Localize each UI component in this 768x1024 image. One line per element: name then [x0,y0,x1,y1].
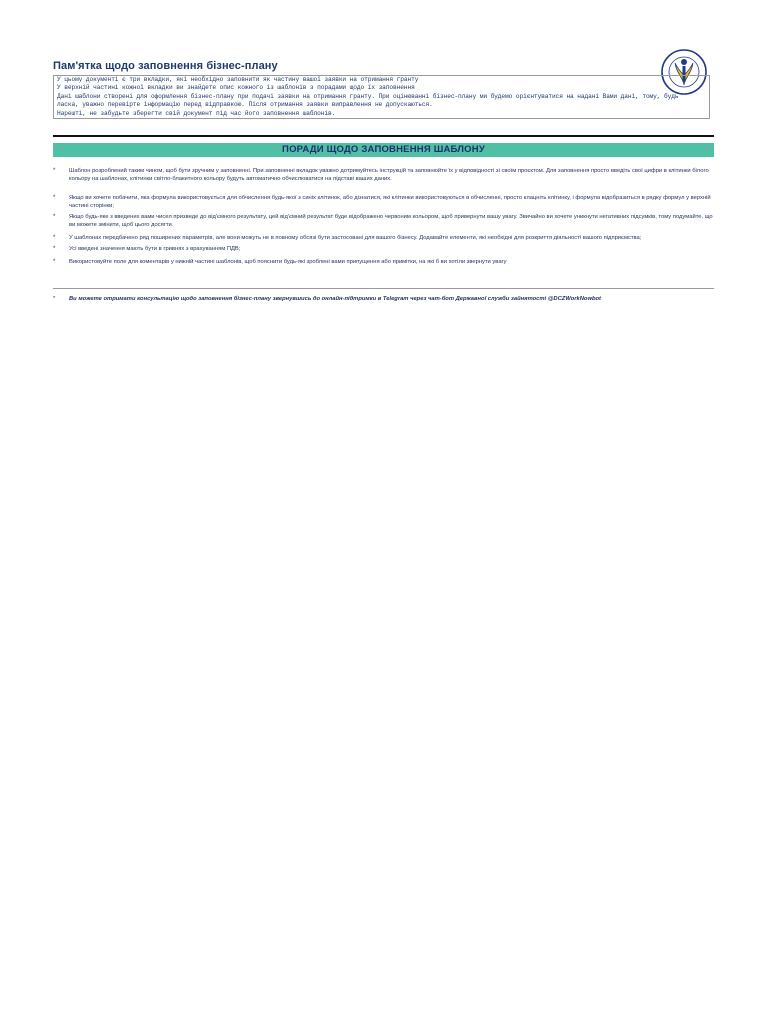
intro-box [53,75,710,119]
telegram-support-note [53,296,714,304]
bullet: * [53,296,56,302]
intro-line: У цьому документі є три вкладки, які необхідно заповнити як частину вашої заявки на отримання гранту [57,76,419,83]
tip-item [53,168,714,183]
tip-item [53,246,714,254]
intro-line: У верхній частині кожної вкладки ви знайдете опис кожного із шаблонів з порадами щодо їх заповнення [57,84,415,92]
intro-line: Нарешті, не забудьте зберегти свій документ під час його заповнення шаблонів. [57,109,336,117]
tip-item [53,195,714,210]
tip-item [53,214,714,229]
tips-banner: ПОРАДИ ЩОДО ЗАПОВНЕННЯ ШАБЛОНУ [53,143,714,157]
tips-list [53,168,714,266]
tips-divider [53,288,714,289]
bullet: * [53,246,56,253]
bullet: * [53,214,56,221]
tip-text: Якщо ви хочете побачити, яка формула використовується для обчислення будь-якої з синіх клітинок, або дізнатися, які клітинки використовуються в обчисленні, просто клацніть клітинку, і формула відобразиться в рядку формул у верхній частині сторінки; [69,195,711,209]
tip-text: Усі введені значення мають бути в гривнях з врахуванням ПДВ; [69,246,241,253]
bullet: * [53,234,56,241]
bullet: * [53,195,56,202]
tip-text: Шаблон розроблений таким чином, щоб бути зручним у заповненні. При заповненні вкладок уважно дотримуйтесь інструкцій та заповнюйте їх у відповідності зі своїм проєктом. Для заповнення просто введіть свої цифри в клітинки білого кольору на шаблонах, клітинки світло-блакитного кольору будуть автоматично обчислюватися на підставі ваших даних. [69,168,709,182]
tip-text: Використовуйте поле для коментарів у нижній частині шаблонів, щоб пояснити будь-які зроблені вами припущення або примітки, на які б ви хотіли звернути увагу [69,258,507,265]
section-divider [53,135,714,137]
intro-line: ласка, уважно перевірте інформацію перед відправкою. Після отримання заявки виправлення не допускаються. [57,101,433,109]
page-title: Пам'ятка щодо заповнення бізнес-плану [53,60,278,72]
tip-item [53,235,714,243]
bullet: * [53,258,56,265]
footnote-text: Ви можете отримати консультацію щодо заповнення бізнес-плану звернувшись до онлайн-підтримки в Telegram через чат-бот Державної служби зайнятості @DCZWorkNowbot [69,296,601,302]
tip-text: Якщо будь-яке з введених вами чисел призведе до від'ємного результату, цей від'ємний результат буде відображено червоним кольором, щоб привернути вашу увагу. Звичайно ви хочете уникнути негативних підсумків, тому подумайте, що ви можете змінити, щоб цього досягти. [69,214,713,228]
intro-line: Дані шаблони створені для оформлення бізнес-плану при подачі заявки на отримання гранту. При оцінюванні бізнес-плану ми будемо орієнтуватися на надані Вами дані, тому, будь [57,92,679,100]
bullet: * [53,168,56,174]
tip-item [53,259,714,267]
tip-text: У шаблонах передбачено ряд поширених параметрів, але вони можуть не в повному обсязі бути застосовані для вашого бізнесу. Додавайте елементи, які необхідні для розкриття діяльності вашого підприємства; [69,234,642,241]
